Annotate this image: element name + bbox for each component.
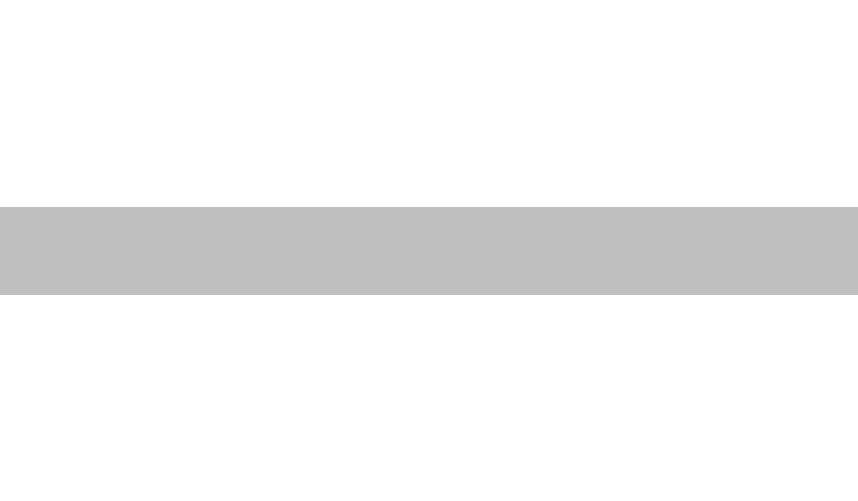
table-header-background [0,207,858,295]
